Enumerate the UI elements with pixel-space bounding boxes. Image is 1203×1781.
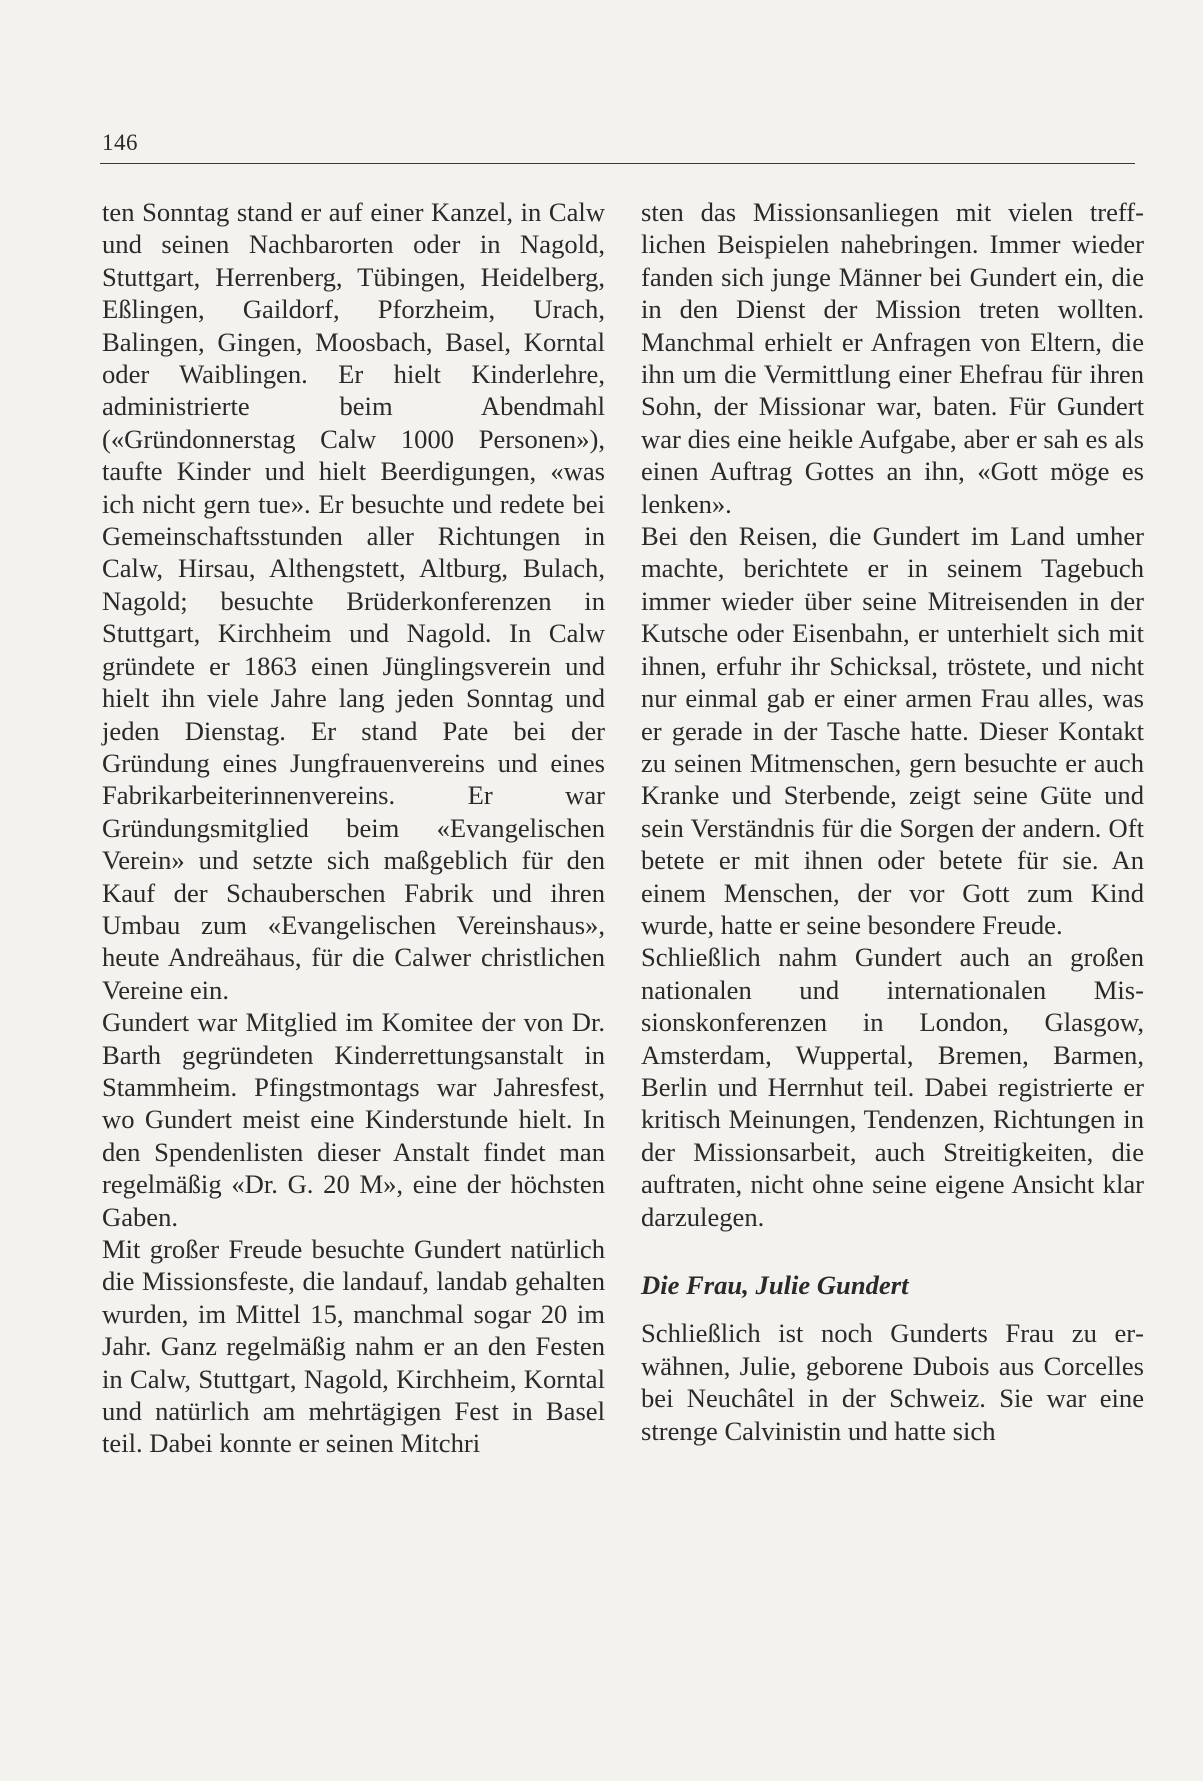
page-number: 146 bbox=[102, 130, 138, 155]
paragraph: Gundert war Mitglied im Komitee der von Dr. Barth gegründeten Kinderrettungsanstalt in Stammheim. Pfingstmontags war Jahresfest, wo Gundert meist eine Kinderstunde hielt. In den Spendenlisten dieser Anstalt findet man regelmäßig «Dr. G. 20 M», eine der höchsten Gaben. bbox=[102, 1007, 605, 1232]
paragraph: Mit großer Freude besuchte Gundert natürlich die Missionsfeste, die landauf, landab gehalten wurden, im Mittel 15, manchmal sogar 20 im Jahr. Ganz regelmäßig nahm er an den Festen in Calw, Stuttgart, Nagold, Kirchheim, Korntal und natürlich am mehrtägigen Fest in Basel teil. Dabei konnte er seinen Mitchri bbox=[102, 1234, 605, 1459]
left-column bbox=[102, 196, 605, 1460]
right-column bbox=[641, 196, 1144, 1447]
paragraph: Schließlich nahm Gundert auch an großen nationalen und internationalen Missionskonferenzen in London, Glasgow, Amsterdam, Wuppertal, Bremen, Barmen, Berlin und Herrnhut teil. Dabei registrierte er kritisch Meinungen, Tendenzen, Richtungen in der Missionsarbeit, auch Streitigkeiten, die auftraten, nicht ohne seine eigene Ansicht klar darzulegen. bbox=[641, 942, 1144, 1232]
paragraph: ten Sonntag stand er auf einer Kanzel, in Calw und seinen Nachbarorten oder in Nagold, Stuttgart, Herrenberg, Tübingen, Heidelberg, Eßlingen, Gaildorf, Pforzheim, Urach, Balingen, Gingen, Moosbach, Basel, Korntal oder Waiblingen. Er hielt Kinderlehre, administrierte beim Abendmahl («Gründonnerstag Calw 1000 Personen»), taufte Kinder und hielt Beerdigungen, «was ich nicht gern tue». Er besuchte und redete bei Gemeinschaftsstunden aller Richtungen in Calw, Hirsau, Althengstett, Altburg, Bulach, Nagold; besuchte Brüderkonferenzen in Stuttgart, Kirchheim und Nagold. In Calw gründete er 1863 einen Jünglingsverein und hielt ihn viele Jahre lang jeden Sonntag und jeden Dienstag. Er stand Pate bei der Gründung eines Jungfrauenvereins und eines Fabrikarbeiterinnenvereins. Er war Gründungsmitglied beim «Evangelischen Verein» und setzte sich maßgeblich für den Kauf der Schauberschen Fabrik und ihren Umbau zum «Evangelischen Vereinshaus», heute Andreähaus, für die Calwer christlichen Vereine ein. bbox=[102, 197, 605, 1005]
paragraph: sten das Missionsanliegen mit vielen trefflichen Beispielen nahebringen. Immer wieder fanden sich junge Männer bei Gundert ein, die in den Dienst der Mission treten wollten. Manchmal erhielt er Anfragen von Eltern, die ihn um die Vermittlung einer Ehefrau für ihren Sohn, der Missionar war, baten. Für Gundert war dies eine heikle Aufgabe, aber er sah es als einen Auftrag Gottes an ihn, «Gott möge es lenken». bbox=[641, 197, 1144, 519]
header-rule bbox=[100, 163, 1135, 164]
section-heading: Die Frau, Julie Gundert bbox=[641, 1270, 909, 1300]
paragraph: Bei den Reisen, die Gundert im Land umher machte, berichtete er in seinem Tagebuch immer wieder über seine Mitreisenden in der Kutsche oder Eisenbahn, er unterhielt sich mit ihnen, erfuhr ihr Schicksal, tröstete, und nicht nur einmal gab er einer armen Frau alles, was er gerade in der Tasche hatte. Dieser Kontakt zu seinen Mitmenschen, gern besuchte er auch Kranke und Sterbende, zeigt seine Güte und sein Verständnis für die Sorgen der andern. Oft betete er mit ihnen oder betete für sie. An einem Menschen, der vor Gott zum Kind wurde, hatte er seine besondere Freude. bbox=[641, 521, 1144, 940]
paragraph: Schließlich ist noch Gunderts Frau zu erwähnen, Julie, geborene Dubois aus Corcelles bei Neuchâtel in der Schweiz. Sie war eine strenge Calvinistin und hatte sich bbox=[641, 1318, 1144, 1446]
